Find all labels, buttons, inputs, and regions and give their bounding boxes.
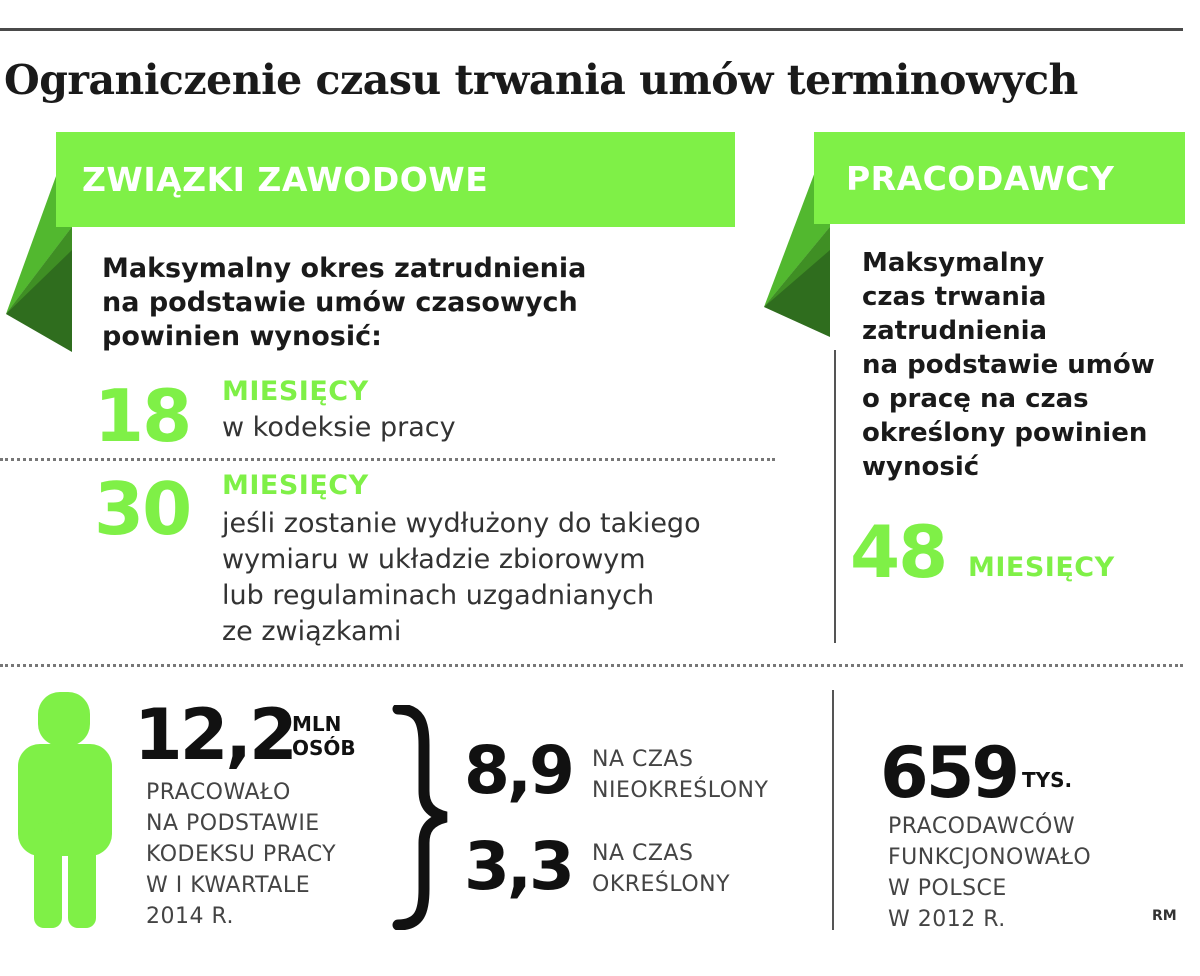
desc-line: KODEKSU PRACY [146,842,337,867]
unions-number-18: 18 [94,374,191,458]
note-line: ze związkami [222,616,402,647]
indefinite-label [592,744,768,806]
unions-note-1: w kodeksie pracy [222,412,456,443]
unions-unit-2: MIESIĘCY [222,470,369,501]
label-line: OKREŚLONY [592,872,731,897]
employers-number-48: 48 [850,510,947,594]
vertical-divider [834,350,836,643]
lead-line: Maksymalny [862,248,1045,278]
fixed-term-label [592,838,730,900]
desc-line: 2014 R. [146,904,234,929]
desc-line: W 2012 R. [888,907,1006,932]
desc-line: PRACOWAŁO [146,780,291,805]
total-workers-unit [292,712,356,760]
employers-count-unit: TYS. [1022,768,1073,792]
curly-brace-icon [390,705,450,930]
desc-line: NA PODSTAWIE [146,811,320,836]
unit-line: OSÓB [292,736,356,760]
vertical-divider [832,690,834,930]
unit-line: MLN [292,712,342,736]
total-workers-number: 12,2 [134,694,295,776]
desc-line: FUNKCJONOWAŁO [888,845,1092,870]
total-workers-desc [146,777,336,932]
lead-line: Maksymalny okres zatrudnienia [102,253,587,284]
indefinite-number: 8,9 [464,732,572,809]
desc-line: W POLSCE [888,876,1007,901]
lead-line: o pracę na czas [862,384,1089,414]
unions-number-30: 30 [94,467,191,551]
unions-label: ZWIĄZKI ZAWODOWE [56,132,735,227]
employers-count-desc [888,811,1091,935]
lead-line: określony powinien [862,418,1148,448]
unions-lead-text [102,252,586,354]
employers-unit: MIESIĘCY [968,552,1115,583]
page-title: Ograniczenie czasu trwania umów terminowych [4,56,1078,104]
employers-count-number: 659 [880,732,1018,814]
employers-label: PRACODAWCY [814,132,1185,224]
note-line: jeśli zostanie wydłużony do takiego [222,508,701,539]
lead-line: wynosić [862,452,980,482]
employers-lead-text [862,246,1155,484]
lead-line: czas trwania [862,282,1047,312]
note-line: wymiaru w układzie zbiorowym [222,544,646,575]
unions-note-2 [222,506,701,650]
lead-line: zatrudnienia [862,316,1048,346]
label-line: NA CZAS [592,841,694,866]
unions-unit-1: MIESIĘCY [222,376,369,407]
desc-line: W I KWARTALE [146,873,311,898]
lead-line: na podstawie umów czasowych [102,287,578,318]
dotted-divider [0,664,1183,667]
lead-line: powinien wynosić: [102,321,382,352]
label-line: NA CZAS [592,747,694,772]
person-icon [18,692,114,930]
note-line: lub regulaminach uzgadnianych [222,580,655,611]
top-rule [0,28,1183,31]
desc-line: PRACODAWCÓW [888,814,1076,839]
fixed-term-number: 3,3 [464,828,572,905]
author-signature: RM [1152,908,1177,924]
label-line: NIEOKREŚLONY [592,778,769,803]
dotted-divider [0,458,775,461]
lead-line: na podstawie umów [862,350,1155,380]
